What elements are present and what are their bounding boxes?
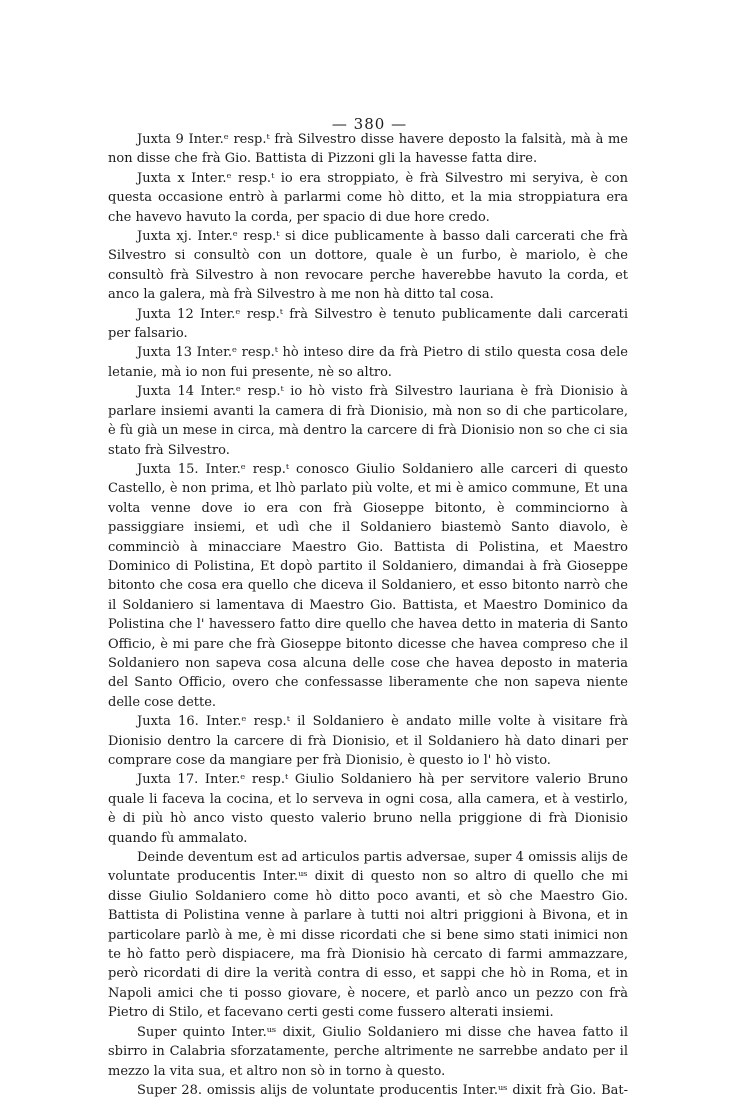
paragraph-juxta-11: Juxta xj. Inter.ᵉ resp.ᵗ si dice publicamente à basso dali carcerati che frà Silvestro si consultò con un dottore, quale è un furbo, è mariolo, è che consultò frà Silvestro à non revocare perche haverebbe havuto la corda, et anco la galera, mà frà Silvestro à me non hà ditto tal cosa. [108, 229, 628, 303]
paragraph-deinde: Deinde deventum est ad articulos partis adversae, super 4 omissis alijs de voluntate producentis Inter.ᵘˢ dixit di questo non so altro di quello che mi disse Giulio Soldaniero come hò ditto poco avanti, et sò che Maestro Gio. Battista di Polistina venne à parlare à tutti noi altri priggioni à Bivona, et in particolare parlò à me, è mi disse ricordati che si bene simo stati inimici non te hò fatto però dispiacere, ma frà Dionisio hà cercato di farmi ammazzare, però ricordati di dire la verità contra di esso, et sappi che hò in Roma, et in Napoli amici che ti posso giovare, è nocere, et parlò anco un pezzo con frà Pietro di Stilo, et facevano certi gesti come fussero alterati insiemi. [108, 850, 628, 1021]
paragraph-super-28: Super 28. omissis alijs de voluntate producentis Inter.ᵘˢ dixit frà Gio. Bat- [137, 1082, 628, 1098]
body-text [108, 130, 628, 1100]
paragraph-juxta-17: Juxta 17. Inter.ᵉ resp.ᵗ Giulio Soldaniero hà per servitore valerio Bruno quale li faceva la cocina, et lo serveva in ogni cosa, alla camera, et à vestirlo, è di più hò anco visto questo valerio bruno nella priggione di frà Dionisio quando fù ammalato. [108, 772, 628, 846]
paragraph-juxta-9: Juxta 9 Inter.ᵉ resp.ᵗ frà Silvestro disse havere deposto la falsità, mà à me non disse che frà Gio. Battista di Pizzoni gli la havesse fatta dire. [108, 132, 628, 167]
paragraph-super-quinto: Super quinto Inter.ᵘˢ dixit, Giulio Soldaniero mi disse che havea fatto il sbirro in Calabria sforzatamente, perche altrimente ne sarrebbe andato per il mezzo la vita sua, et altro non sò in torno à questo. [108, 1024, 628, 1079]
paragraph-juxta-16: Juxta 16. Inter.ᵉ resp.ᵗ il Soldaniero è andato mille volte à visitare frà Dionisio dentro la carcere di frà Dionisio, et il Soldaniero hà dato dinari per comprare cose da mangiare per frà Dionisio, è questo io l' hò visto. [108, 714, 628, 768]
paragraph-juxta-13: Juxta 13 Inter.ᵉ resp.ᵗ hò inteso dire da frà Pietro di stilo questa cosa dele letanie, mà io non fui presente, nè so altro. [108, 345, 628, 380]
paragraph-juxta-14: Juxta 14 Inter.ᵉ resp.ᵗ io hò visto frà Silvestro lauriana è frà Dionisio à parlare insiemi avanti la camera di frà Dionisio, mà non so di che particolare, è fù già un mese in circa, mà dentro la carcere di frà Dionisio non so che ci sia stato frà Silvestro. [108, 384, 628, 458]
page-number: — 380 — [331, 115, 408, 133]
paragraph-juxta-10: Juxta x Inter.ᵉ resp.ᵗ io era stroppiato, è frà Silvestro mi seryiva, è con questa occasione entrò à parlarmi come hò ditto, et la mia stroppiatura era che havevo havuto la corda, per spacio di due hore credo. [108, 170, 628, 225]
paragraph-juxta-12: Juxta 12 Inter.ᵉ resp.ᵗ frà Silvestro è tenuto publicamente dali carcerati per falsario. [108, 306, 628, 342]
paragraph-juxta-15: Juxta 15. Inter.ᵉ resp.ᵗ conosco Giulio Soldaniero alle carceri di questo Castello, è non prima, et lhò parlato più volte, et mi è amico commune, Et una volta venne dove io era con frà Gioseppe bitonto, è comminciorno à passiggiare insiemi, et udì che il Soldaniero biastemò Santo diavolo, è comminciò à minacciare Maestro Gio. Battista di Polistina, et Maestro Dominico di Polistina, Et dopò partito il Soldaniero, dimandai à frà Gioseppe bitonto che cosa era quello che diceva il Soldaniero, et esso bitonto narrò che il Soldaniero si lamentava di Maestro Gio. Battista, et Maestro Dominico da Polistina che l' havessero fatto dire quello che havea detto in materia di Santo Officio, è mi pare che frà Gioseppe bitonto dicesse che havea compreso che il Soldaniero non sapeva cosa alcuna delle cose che havea deposto in materia del Santo Officio, overo che confessasse liberamente che non sapeva niente delle cose dette. [108, 461, 628, 710]
